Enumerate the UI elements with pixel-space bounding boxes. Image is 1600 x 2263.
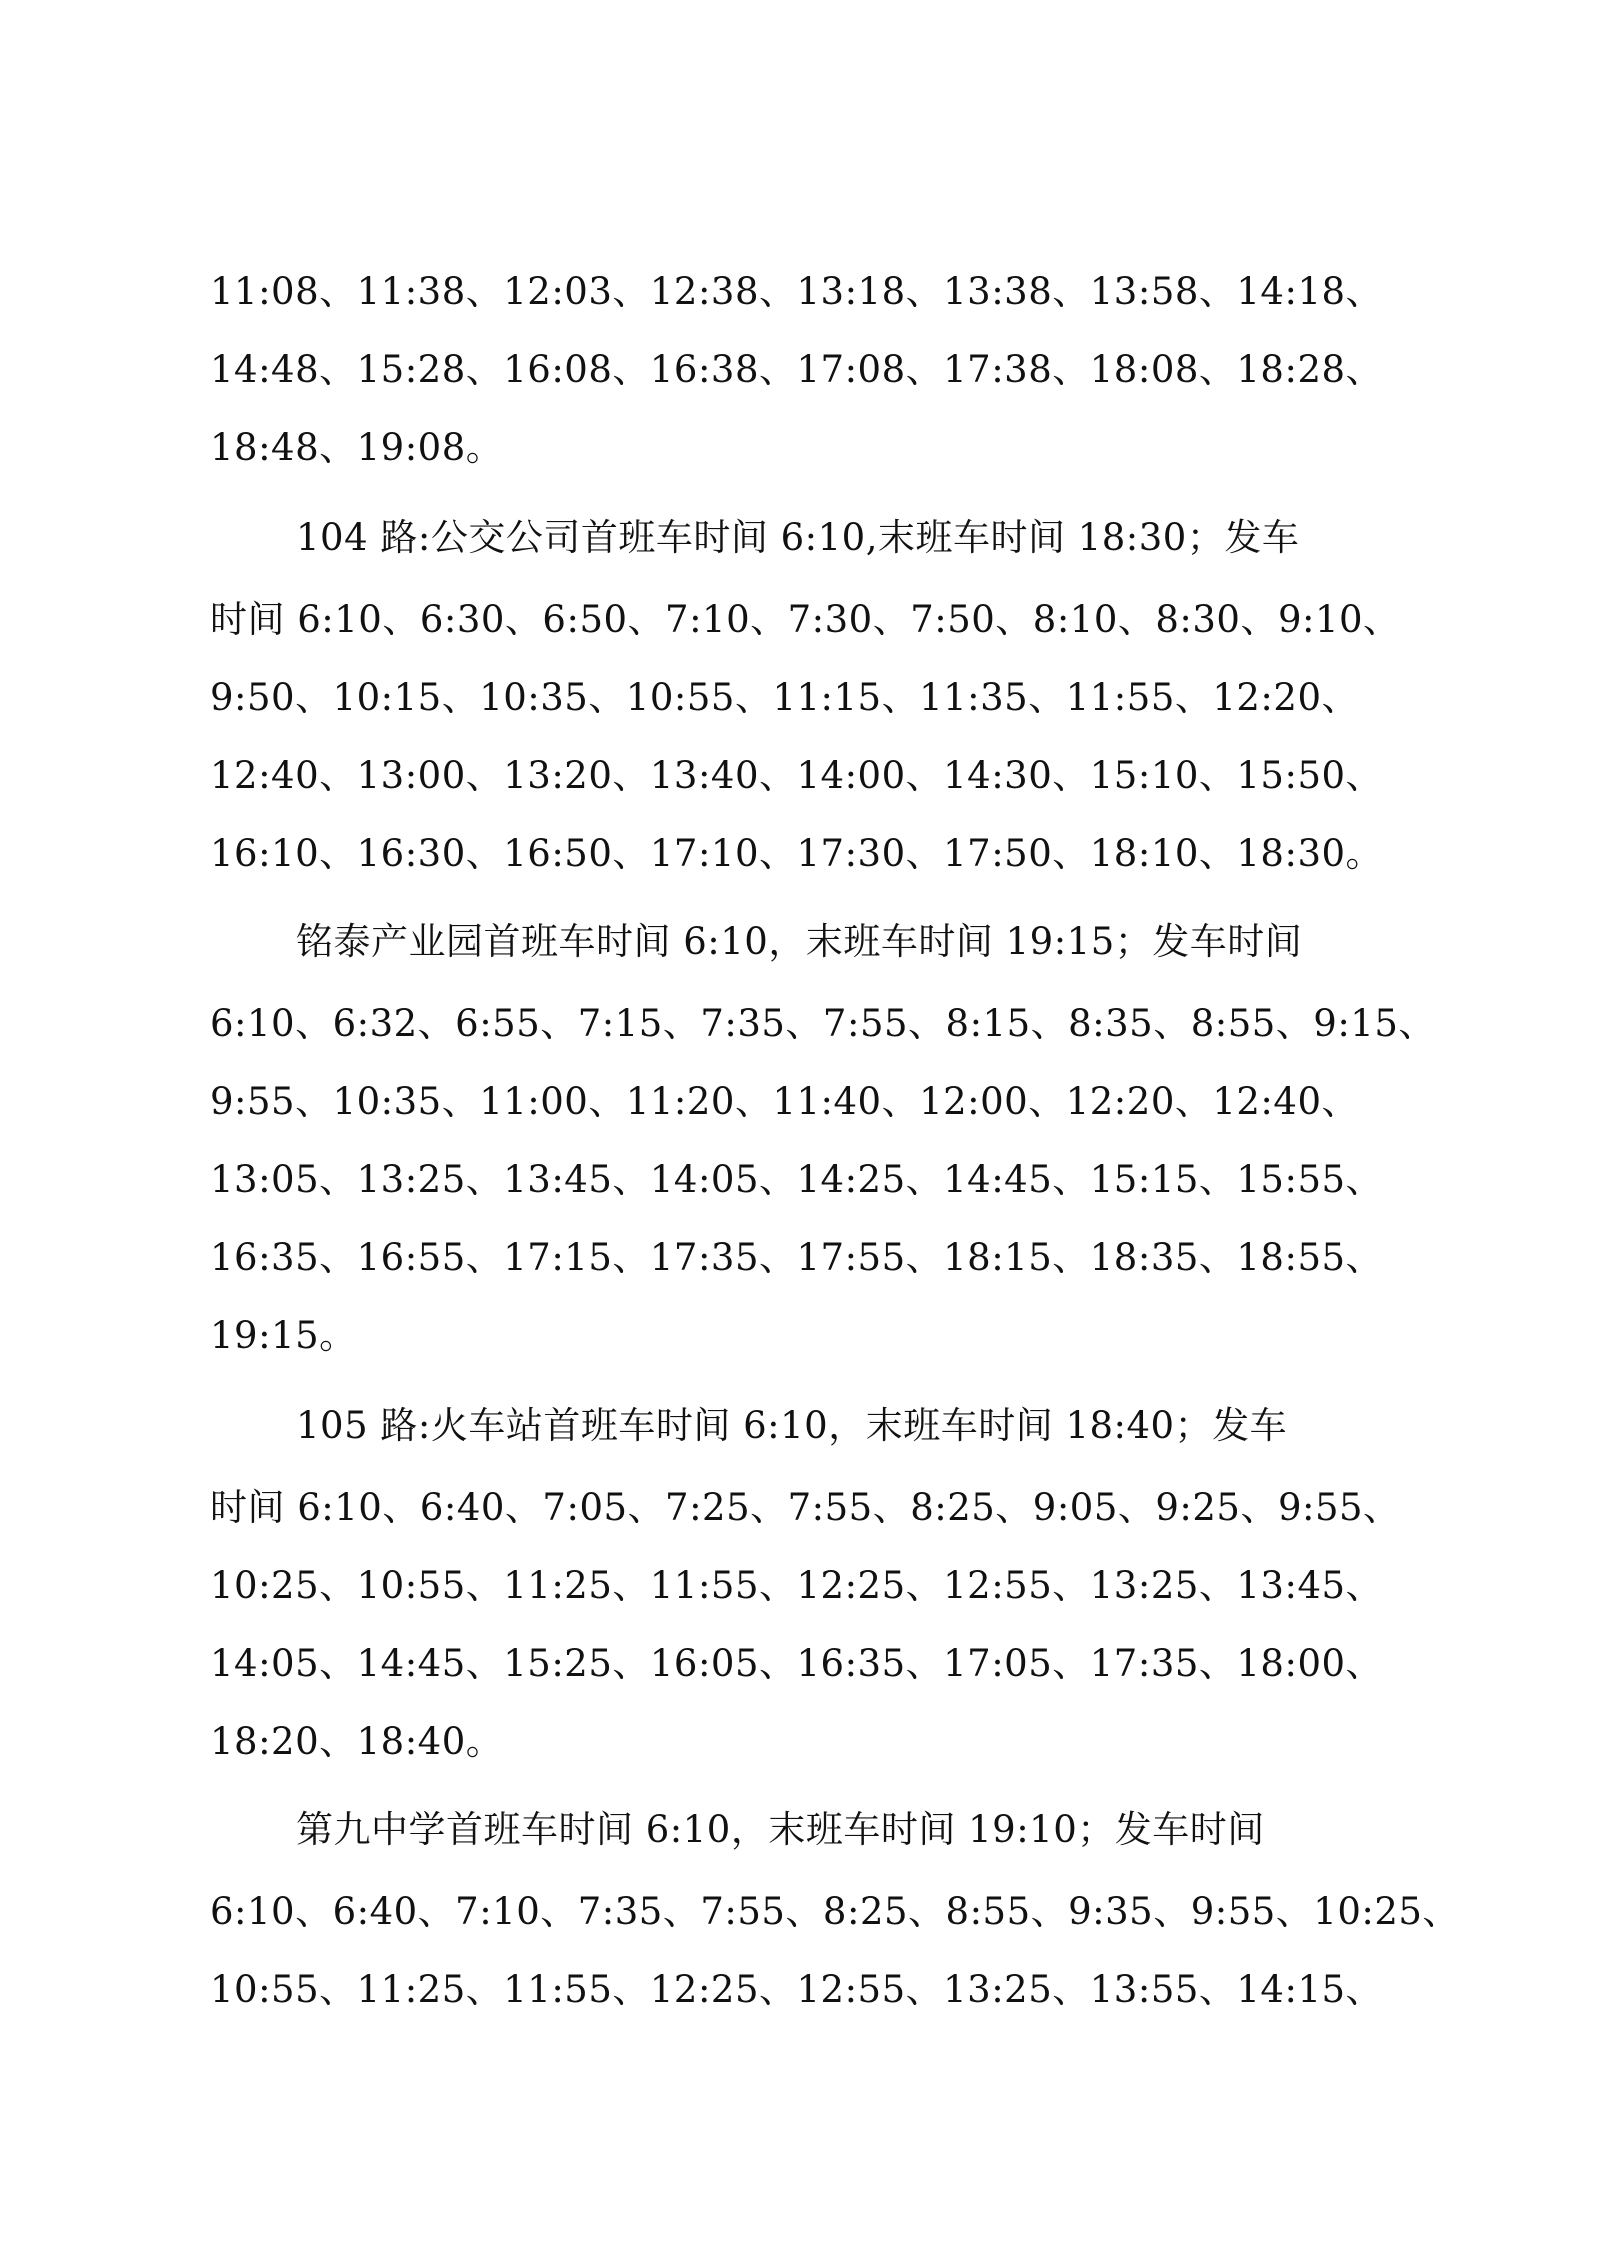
paragraph-first-line: 第九中学首班车时间 6:10，末班车时间 19:10；发车时间	[296, 1808, 1265, 1851]
text-line: 10:55、11:25、11:55、12:25、12:55、13:25、13:55、14:15、	[210, 1968, 1384, 2011]
text-line: 19:15。	[210, 1314, 357, 1357]
text-line: 14:48、15:28、16:08、16:38、17:08、17:38、18:08、18:28、	[210, 348, 1384, 391]
text-line: 时间 6:10、6:30、6:50、7:10、7:30、7:50、8:10、8:30、9:10、	[210, 598, 1401, 641]
text-line: 9:55、10:35、11:00、11:20、11:40、12:00、12:20、12:40、	[210, 1080, 1359, 1123]
text-line: 13:05、13:25、13:45、14:05、14:25、14:45、15:15、15:55、	[210, 1158, 1384, 1201]
text-line: 18:20、18:40。	[210, 1720, 504, 1763]
text-line: 6:10、6:32、6:55、7:15、7:35、7:55、8:15、8:35、8:55、9:15、	[210, 1002, 1436, 1045]
text-line: 14:05、14:45、15:25、16:05、16:35、17:05、17:35、18:00、	[210, 1642, 1384, 1685]
text-line: 6:10、6:40、7:10、7:35、7:55、8:25、8:55、9:35、9:55、10:25、	[210, 1890, 1460, 1933]
text-line: 9:50、10:15、10:35、10:55、11:15、11:35、11:55、12:20、	[210, 676, 1359, 719]
text-line: 18:48、19:08。	[210, 426, 504, 469]
paragraph-first-line: 105 路:火车站首班车时间 6:10，末班车时间 18:40；发车	[296, 1404, 1288, 1447]
paragraph-first-line: 铭泰产业园首班车时间 6:10，末班车时间 19:15；发车时间	[296, 920, 1303, 963]
paragraph-first-line: 104 路:公交公司首班车时间 6:10,末班车时间 18:30；发车	[296, 516, 1300, 559]
text-line: 12:40、13:00、13:20、13:40、14:00、14:30、15:10、15:50、	[210, 754, 1384, 797]
text-line: 时间 6:10、6:40、7:05、7:25、7:55、8:25、9:05、9:25、9:55、	[210, 1486, 1401, 1529]
text-line: 16:10、16:30、16:50、17:10、17:30、17:50、18:10、18:30。	[210, 832, 1384, 875]
text-line: 11:08、11:38、12:03、12:38、13:18、13:38、13:58、14:18、	[210, 270, 1384, 313]
text-line: 16:35、16:55、17:15、17:35、17:55、18:15、18:35、18:55、	[210, 1236, 1384, 1279]
text-line: 10:25、10:55、11:25、11:55、12:25、12:55、13:25、13:45、	[210, 1564, 1384, 1607]
